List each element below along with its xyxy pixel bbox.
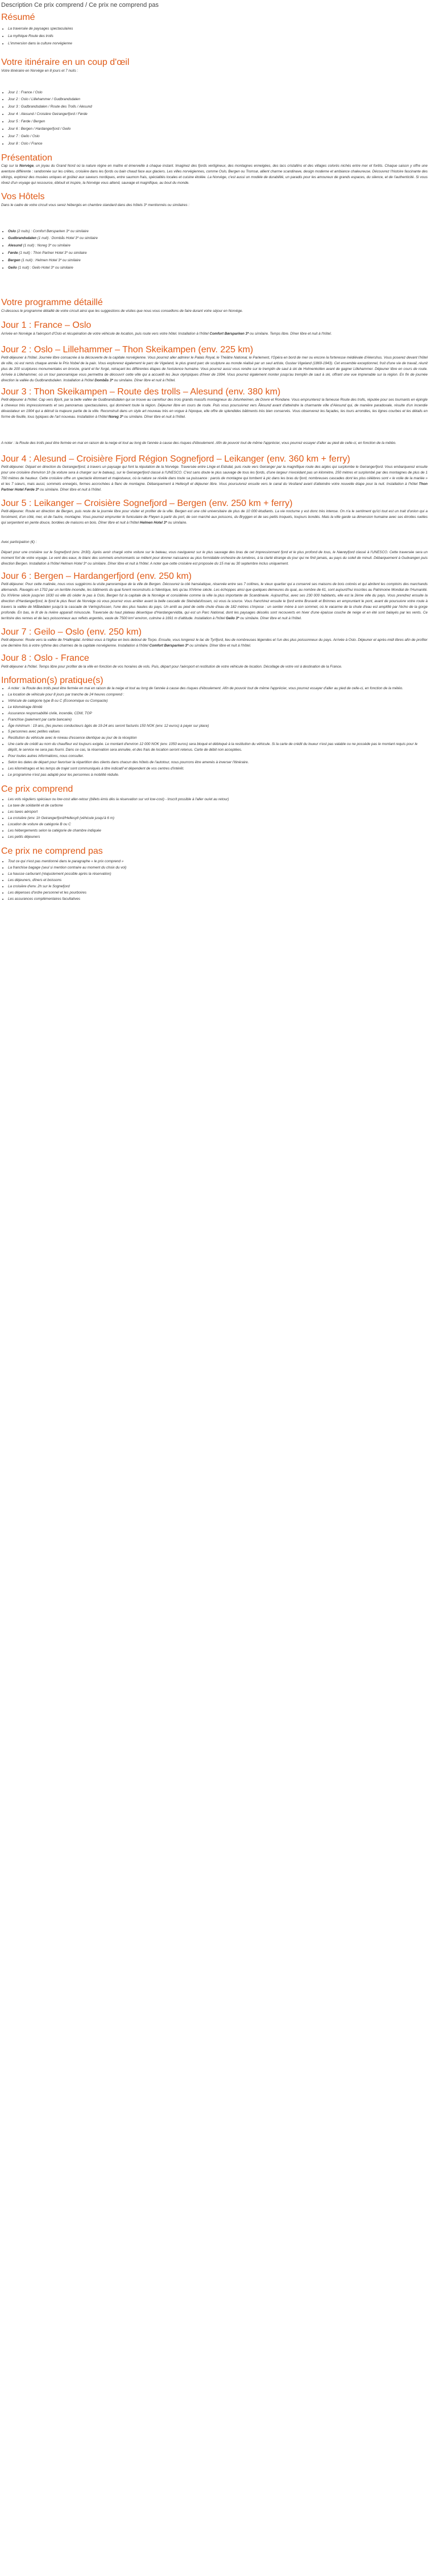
day-hotel: Comfort Børsparken 3* [209,331,249,336]
day-text [1,464,428,493]
day-text-part: Petit-déjeuner. Pour cette matinée, nous vous suggérons la visite panoramique de la ville de Bergen. Découvrez la cité hanséatique, réservée entre ses 7 collines, le vieux quartier qui a conservé ses maisons de bois colorés et qui abritent les comptoirs des marchands allemands. Ravagés en 1702 par un terrible incendie, les bâtiments du quai furent reconstruits à l'identique, tels qu'au XIVème siècle. Les échoppes ainsi que quelques demeures du quai, au nombre de 61, sont aujourd'hui inscrites au Patrimoine Mondial de l'Humanité. Du XIVème siècle jusqu'en 1630 où elle dû céder le pas à Oslo, Bergen fut la capitale de la Norvège et considérée comme la ville la plus importante de Scandinavie. Aujourd'hui, avec ses 230 000 habitants, elle est la 2ème ville du pays. Vous prendrez ensuite la direction d'Hardangerfjord, le fjord le plus fleuri de Norvège où vous pourrez vous arrêter avant la belle cascade de Steindalsfossen, où vous la source. Vous franchirez ensuite le fjord entre Bruravik et Brimnes en empruntant le pont, avant de poursuivre votre route à travers la vallée de Måbødalen jusqu'à la cascade de Vøringsfossen, l'une des plus hautes du pays. Un arrêt au pied de cette chute d'eau de 182 mètres s'impose : un sentier mène à son sommet, où le vacarme de la chute d'eau est amplifié par l'écho de la gorge profonde. En bas, le lit de la rivière apparaît minuscule. Traversée du haut plateau désertique d'Hardangervidda, qui est un Parc National, dont les paysages désolés sont recouverts en hiver d'une épaisse couche de neige et en été sont balayés par les vents. Ce territoire des rennes et de lacs poissonneux aux reflets argentés, vaste de 7500 km² environ, culmine à 1691 m d'altitude. Installation à l'hôtel [1,582,428,620]
hotel-city: Oslo [8,229,16,233]
day-note: A noter : la Route des trolls peut être fermée en mai en raison de la neige et tout au long de l'année à cause des risques d'éboulement. Afin de pouvoir tout de même l'apprécier, vous pourrez essayer d'aller au pied de celle-ci, en fonction de la météo. [1,441,396,445]
list-item: • La mythique Route des trolls [8,34,428,39]
list-item: • Jour 1 : France / Oslo [8,90,428,96]
hotel-item [8,229,428,234]
list-item: • Pour toutes autres informations, nous consulter. [8,754,428,759]
list-item: • Jour 6 : Bergen / Hardangerfjord / Geilo [8,126,428,132]
list-item: • Les vols réguliers spéciaux ou low-cost aller-retour (billets émis dès la réservation sur vol low-cost) - Inscrit possible à l'aller ou/et au retour) [8,797,428,803]
day-text [1,355,428,384]
list-item: • Véhicule de catégorie type B ou C (Economique ou Compacte) [8,698,428,704]
includes-list [1,797,428,840]
day-text-part: Arrivée en Norvège à l'aéroport d'Oslo et récupération de votre véhicule de location, puis route vers votre hôtel. Installation à l'hôtel [1,331,210,336]
list-item: • Une carte de crédit au nom du chauffeur est toujours exigée. Le montant d'environ 12 000 NOK (env. 1050 euros) sera bloqué et débloqué à la restitution du véhicule. Si la carte de crédit du loueur n'est pas valable ou ne possède pas le montant requis pour le dépôt, le service ne sera pas fourni. Dans ce cas, la réservation sera annulée, et des frais de location seront retenus. Carte de débit non acceptées. [8,742,428,753]
day-hotel: Dombås 3* [94,378,113,382]
day-title: Jour 7 : Geilo – Oslo (env. 250 km) [1,627,142,637]
hotel-detail: (1 nuit) : Geilo Hotel 3* ou similaire [16,266,73,270]
resume-title: Résumé [1,13,35,22]
list-item: • Jour 3 : Gudbrandsdalen / Route des Trolls / Alesund [8,104,428,110]
presentation-text [1,163,428,186]
list-item: • Les kilométrages et les temps de trajet sont communiqués à titre indicatif et dépendent de vos centres d'intérêt. [8,766,428,772]
day-text-part: ou similaire. Dîner libre et nuit à l'hôtel. [188,644,251,648]
list-item: • Le kilométrage illimité [8,705,428,710]
list-item: • Les assurances complémentaires facultatives [8,896,428,902]
list-item: • Les dépenses d'ordre personnel et les pourboires [8,890,428,896]
hotels-list [1,229,428,271]
list-item: • Les déjeuners, dîners et boissons [8,878,428,883]
list-item: • Assurance responsabilité civile, incendie, CDW, TOP [8,711,428,717]
day-hotel: Helmen Hotel 3* [139,521,167,525]
day-text [1,637,428,649]
day-title: Jour 3 : Thon Skeikampen – Route des trolls – Alesund (env. 380 km) [1,386,281,397]
hotel-detail: (1 nuit) : Helmen Hotel 3* ou similaire [20,258,81,263]
hotel-detail: (1 nuit) : Noreg 3* ou similaire [22,244,71,248]
list-item: • Location de voiture de catégorie B ou C [8,822,428,828]
list-item: • Jour 5 : Førde / Bergen [8,119,428,125]
tab-separator: / [85,2,88,9]
list-item: • La hausse carburant (réajustement possible après la réservation) [8,871,428,877]
list-item: • Tout ce qui n'est pas mentionné dans le paragraphe « le prix comprend » [8,859,428,865]
hotel-city: Bergen [8,258,20,263]
day-title: Jour 8 : Oslo - France [1,653,89,664]
hotel-item [8,236,428,241]
hotel-item [8,243,428,249]
list-item: • Âge minimum : 19 ans, (les jeunes conducteurs âgés de 19-24 ans seront facturés 150 NOK (env. 12 euros) à payer sur place) [8,723,428,729]
day-text-part: ou similaire. [167,521,188,525]
day-hotel: Noreg 3* [108,415,123,419]
list-item: • La franchise bagage (seul si mention contraire au moment du choix du vol) [8,865,428,871]
list-item: • Les taxes aéroport [8,809,428,815]
hotel-item [8,265,428,271]
list-item: • Restitution du véhicule avec le niveau d'essence identique au jour de la réception [8,735,428,741]
itinerary-list [1,90,428,147]
day-title: Jour 2 : Oslo – Lillehammer – Thon Skeikampen (env. 225 km) [1,344,254,355]
infos-list [1,686,428,778]
itinerary-title: Votre itinéraire en un coup d'œil [1,57,130,68]
tab-description[interactable]: Description [1,2,33,9]
includes-title: Ce prix comprend [1,784,73,794]
page [0,0,429,902]
resume-list [1,26,428,47]
list-item: • La traversée de paysages spectaculaires [8,26,428,32]
list-item: • Les petits déjeuners [8,834,428,840]
hotel-item [8,250,428,256]
day-text-part: Petit-déjeuner à l'hôtel. Journée libre consacrée à la découverte de la capitale norvégienne. Vous pourrez aller admirer le Palais Royal, le Théâtre National, le Parlement, l'Opéra en bord de mer ou encore la forteresse médiévale d'Akershus. Vous poserez devant l'hôtel de ville, où est remis chaque année le Prix Nobel de la paix. Vous explorerez également le parc de Vigeland, le plus grand parc de sculpture au monde réalisé par un seul artiste, Gustav Vigeland (1869-1943). Cet ensemble exceptionnel, fruit d'une vie de travail, réunit plus de 200 sculptures monumentales en bronze, granit et fer forgé, retraçant les différentes étapes de l'existence humaine. Vous pourrez aussi vous rendre sur le tremplin de saut à ski de Holmenkollen avant de gagner Lillehammer. Déjeuner libre en cours de route. Arrivée à Lillehammer, où un tour panoramique vous permettra de découvrir cette ville qui a accueilli les Jeux olympiques d'hiver de 1994. Vous pourrez également monter jusqu'au tremplin de saut à ski, offrant une vue imprenable sur la région. En fin de journée direction la vallée du Gudbrandsdalen. Installation à l'hôtel [1,356,428,382]
list-item: • Franchise (paiement par carte bancaire) [8,717,428,723]
excludes-list [1,859,428,902]
list-item: • Jour 4 : Alesund / Croisière Geirangerfjord / Førde [8,112,428,117]
hotel-item [8,258,428,264]
day-title: Jour 5 : Leikanger – Croisière Sognefjord – Bergen (env. 250 km + ferry) [1,499,293,509]
list-item: • Les hébergements selon la catégorie de chambre indiquée [8,828,428,834]
list-item: • La croisière (env. 1h Geirangerfjord/Hellesylt (véhicule jusqu'à 6 m) [8,816,428,821]
list-item: • La location de véhicule pour 8 jours par tranche de 24 heures comprend : [8,692,428,698]
day-title: Jour 6 : Bergen – Hardangerfjord (env. 250 km) [1,571,192,581]
hotel-city: Førde [8,251,18,256]
presentation-title: Présentation [1,153,52,163]
day-text-part: ou similaire. Dîner libre et nuit à l'hôtel. [39,488,102,492]
day-option-label: Avec participation (€) : [1,540,37,545]
list-item: • 5 personnes avec petites valises [8,729,428,735]
hotel-city: Geilo [8,266,17,270]
hotel-city: Gudbrandsdalen [8,236,37,241]
presentation-text-part: , un joyau du Grand Nord où la nature règne en maître et émerveille à chaque instant. Imaginez des fjords vertigineux, des montagnes enneigées, des lacs cristallins et des villages colorés nichés entre mer et forêts. Chaque saison y offre une aventure différente : randonnée sur les crêtes, croisière dans les fjords ou bain chaud face aux glaciers. Les villes norvégiennes, comme Oslo, Bergen ou Tromsø, allient charme scandinave, design moderne et ambiance chaleureuse. Découvrez l'histoire fascinante des vikings, explorez des musées uniques et goûtez aux saveurs nordiques, entre saumon frais, spécialités locales et cuisine étoilée. La Norvège, c'est aussi un modèle de durabilité, un paradis pour les amoureux de grands espaces, du silence, et de l'authenticité. Si vous rêvez d'un voyage qui ressource, éblouit et inspire, la Norvège vous attend, sauvage et magnifique, au bout du monde. [1,164,428,186]
programme-intro: Ci-dessous le programme détaillé de votre circuit ainsi que les suggestions de visites que nous vous conseillons de faire durant votre séjour en Norvège. [1,308,243,313]
hotels-intro: Dans le cadre de votre circuit vous serez hébergés en chambre standard dans des hôtels 3* mentionnés ou similaires : [1,203,190,207]
infos-title: Information(s) pratique(s) [1,675,103,685]
day-text-part: Petit-déjeuner. Départ en direction du Geirangerfjord, à travers un paysage qui font la réputation de la Norvège. Traversée entre Linge et Eidsdal, puis route vers Geiranger par la magnifique route des aigles qui surplombe le Geirangerfjord. Vous embarquerez ensuite pour une croisière d'environ 1h (la voiture sera à charger sur le bateau), sur le Geirangerfjord classé à l'UNESCO. C'est sans doute le plus sauvage de tous les fjords, d'une largeur n'excédant pas un kilomètre, 250 mètres et surplombé par des montagnes de plus de 1 700 mètres de hauteur. Cette croisière offre un spectacle étonnant et majestueux, où la nature se révèle dans toute sa puissance : parois de montagne qui tombent à pic dans les bras du fjord, nombreuses cascades dont les plus célèbres sont « le voile de la mariée » et les 7 sœurs, mais aussi, sommets enneigés, fermes accrochées à flanc de montagne. Débarquement à Hellesylt et déjeuner libre. Vous poursuivrez ensuite vers le canal du Vestland avant d'atteindre votre nouvelle étape pour la nuit. Installation à l'hôtel [1,465,428,487]
day-text-part: Petit-déjeuner. Route en direction de Bergen, puis reste de la journée libre pour visiter et profiter de la ville. Bergen est une cité universitaire de plus de 10 000 étudiants. La vie nocturne y est donc très intense. On n'a le sentiment qu'ici tout est un trait d'union qui a forcément, d'un côté, mer, et de l'autre, montagne. Vous pourrez emprunter le funiculaire de Fløyen à partir du port, de son marché aux poissons, du Bryggen et de ses petits troquets, toujours bondés. Mais la ville garde sa dimension humaine avec ses étroites ruelles qui serpentent en pente douce, bordées de maisons en bois. Dîner libre et nuit à l'hôtel [1,509,428,525]
day-text [1,397,428,420]
presentation-text-part: Cap sur la [1,164,19,168]
day-hotel: Geilo 3* [226,616,239,620]
tab-excludes[interactable]: Ce prix ne comprend pas [89,2,159,9]
list-item: • Jour 7 : Geilo / Oslo [8,134,428,139]
day-hotel: Comfort Børsparken 3* [149,644,189,648]
day-hotel: Thon Partner Hotel Førde 3* [1,482,428,492]
itinerary-subtitle: Votre itinéraire en Norvège en 8 jours et 7 nuits : [1,68,78,73]
hotel-detail: (1 nuit) : Thon Partner Hotel 3* ou similaire [18,251,87,256]
day-text: Petit-déjeuner à l'hôtel. Temps libre pour profiter de la ville en fonction de vos horaires de vols. Puis, départ pour l'aéroport et restitution de votre véhicule de location. Décollage de votre vol à destination de la France. [1,664,342,669]
day-text-part: ou similaire. Dîner libre et nuit à l'hôtel. [123,415,186,419]
excludes-title: Ce prix ne comprend pas [1,846,103,856]
day-text-part: ou similaire. Dîner libre et nuit à l'hôtel. [113,378,176,382]
list-item: • Selon les dates de départ pour favoriser la répartition des clients dans chacun des hôtels de l'autotour, nous pourrons être amenés à inverser l'itinéraire. [8,760,428,766]
day-option-text: Départ pour une croisière sur le Sognefjord (env. 2h30). Après avoir chargé votre voiture sur le bateau, vous naviguerez sur le plus sauvage des bras de cet impressionnant fjord et le plus profond de tous, le Nærøyfjord classé à l'UNESCO. Cette traversée sera un moment fort de votre voyage. Le vent des eaux, le blanc des sommets environnants se mêlent pour donner naissance au plus formidable orchestre de lumières, à la clarté étrange du jour qui ne finit jamais, au pays du soleil de minuit. Débarquement à Gudvangen puis direction Bergen. Installation à l'hôtel Helmen Hotel 3* ou similaire. Dîner libre et nuit à l'hôtel. A noter que cette croisière est proposée du 15 mai au 30 septembre inclus uniquement. [1,550,428,566]
day-text [1,582,428,622]
hotel-city: Alesund [8,244,22,248]
day-title: Jour 1 : France – Oslo [1,320,92,331]
presentation-highlight: Norvège [19,164,34,168]
list-item: • A noter : la Route des trolls peut être fermée en mai en raison de la neige et tout au long de l'année à cause des risques d'éboulement. Afin de pouvoir tout de même l'apprécier, vous pourrez essayer d'aller au pied de celle-ci, en fonction de la météo. [8,686,428,692]
list-item: • La croisière d'env. 2h sur le Sognefjord [8,884,428,890]
day-text-part: Petit-déjeuner. Route vers la vallée de l'Hallingdal. Arrêtez-vous à l'église en bois debout de Torpo. Ensuite, vous longerez le lac de Tyrifjord, lieu de nombreuses légendes et l'un des plus poissonneux du pays. Arrivée à Oslo. Déjeuner et après-midi libres afin de profiter une dernière fois à votre rythme des charmes de la capitale norvégienne. Installation à l'hôtel [1,638,428,648]
hotels-title: Vos Hôtels [1,192,45,202]
tab-includes[interactable]: Ce prix comprend [34,2,84,9]
list-item: • L'immersion dans la culture norvégienne [8,41,428,47]
day-text [1,331,428,337]
programme-title: Votre programme détaillé [1,298,103,308]
list-item: • La taxe de solidarité et de carbone [8,803,428,809]
list-item: • Jour 8 : Oslo / France [8,141,428,147]
list-item: • Le programme n'est pas adapté pour les personnes à mobilité réduite. [8,772,428,778]
hotel-detail: (2 nuits) : Comfort Børsparken 3* ou similaire [16,229,89,233]
day-text-part: ou similaire. Temps libre. Dîner libre et nuit à l'hôtel. [248,331,332,336]
day-title: Jour 4 : Alesund – Croisière Fjord Région Sognefjord – Leikanger (env. 360 km + ferry) [1,454,350,464]
day-text-part: Petit-déjeuner à l'hôtel. Cap vers Bjorli, par la belle vallée de Gudbrandsdalen qui se trouve au carrefour des trois grands massifs montagneux du Jotunheimen, de Dovre et Rondane. Vous emprunterez la fameuse Route des trolls, réputée pour ses tournants en épingle à cheveux très impressionnants et ses panoramas spectaculaires, qui dominent toute la région. Déjeuner libre en cours de route. Puis vous poursuivrez vers Ålesund avant d'atteindre la charmante ville d'Alesund qui, de manière paradoxale, résulte d'un incendie dévastateur en 1904 qui a détruit la majeure partie de la ville. Reconstruit dans un style art nouveau très en vogue à l'époque, elle offre de splendides bâtiments très bien conservés. Vous observerez les façades, les tours arrondies, les lignes courbes et les détails en forme de feuille, tous typiques de l'art nouveau. Installation à l'hôtel [1,398,428,419]
list-item: • Jour 2 : Oslo / Lillehammer / Gudbrandsdalen [8,97,428,102]
hotel-detail: (1 nuit) : Dombås Hotel 3* ou similaire [36,236,98,241]
day-text [1,509,428,526]
description-header [1,1,428,9]
day-text-part: ou similaire. Dîner libre et nuit à l'hôtel. [239,616,302,620]
